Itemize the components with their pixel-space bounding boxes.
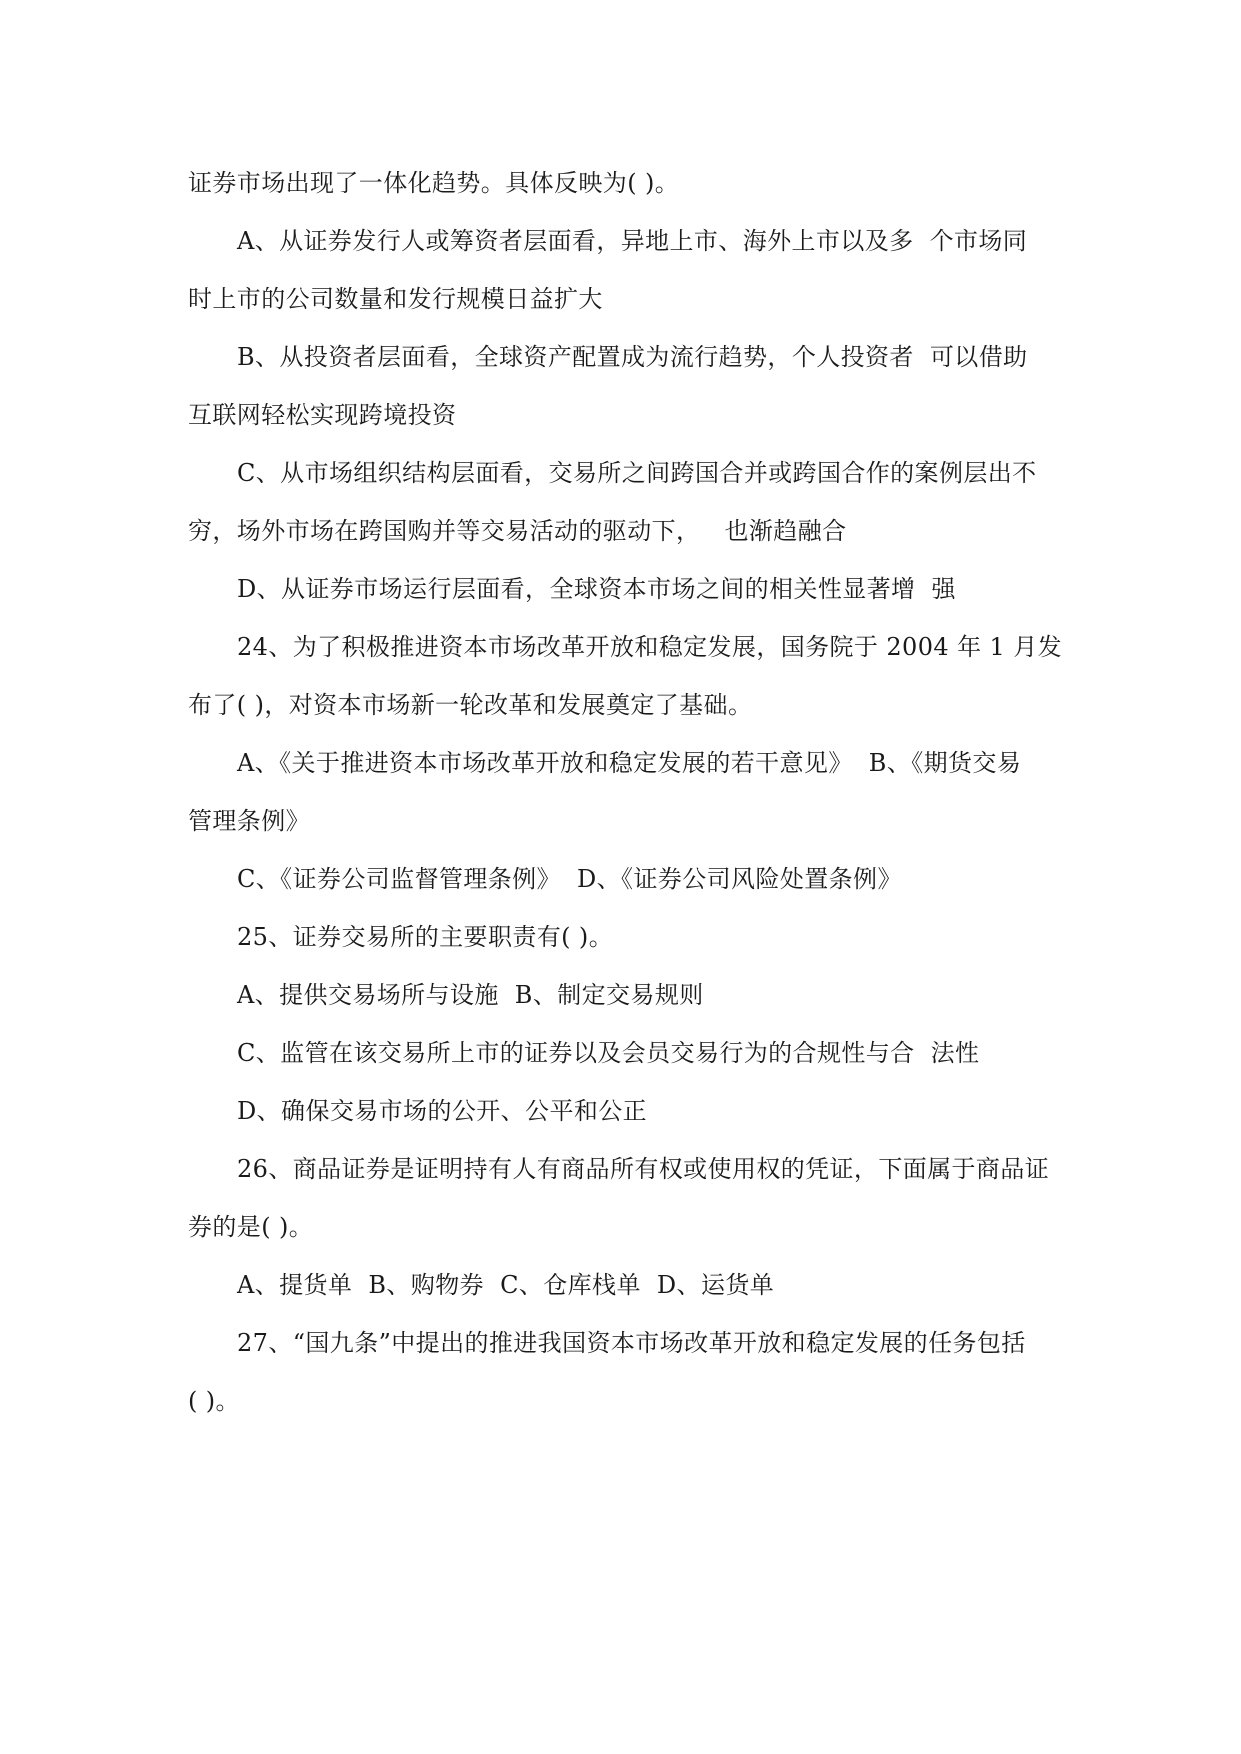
question-26-line-2: 券的是( )。 bbox=[188, 1213, 314, 1241]
question-25-options-line-1: A、提供交易场所与设施 B、制定交易规则 bbox=[237, 981, 704, 1009]
question-27-line-2: ( )。 bbox=[188, 1387, 240, 1415]
question-25-options-line-3: D、确保交易市场的公开、公平和公正 bbox=[237, 1097, 648, 1125]
option-a-line-2: 时上市的公司数量和发行规模日益扩大 bbox=[188, 285, 603, 313]
question-26-line-1: 26、商品证券是证明持有人有商品所有权或使用权的凭证，下面属于商品证 bbox=[237, 1155, 1050, 1183]
option-b-line-1: B、从投资者层面看，全球资产配置成为流行趋势，个人投资者 可以借助 bbox=[237, 343, 1028, 371]
question-24-options-line-3: C、《证券公司监督管理条例》 D、《证券公司风险处置条例》 bbox=[237, 865, 902, 893]
question-27-line-1: 27、“国九条”中提出的推进我国资本市场改革开放和稳定发展的任务包括 bbox=[237, 1329, 1026, 1357]
question-23-stem-line-2: 证券市场出现了一体化趋势。具体反映为( )。 bbox=[188, 169, 680, 197]
question-26-options-line: A、提货单 B、购物券 C、仓库栈单 D、运货单 bbox=[237, 1271, 775, 1299]
question-24-options-line-2: 管理条例》 bbox=[188, 807, 310, 835]
option-c-line-2: 穷，场外市场在跨国购并等交易活动的驱动下， 也渐趋融合 bbox=[188, 517, 847, 545]
question-24-options-line-1: A、《关于推进资本市场改革开放和稳定发展的若干意见》 B、《期货交易 bbox=[237, 749, 1022, 777]
question-24-line-1: 24、为了积极推进资本市场改革开放和稳定发展，国务院于 2004 年 1 月发 bbox=[237, 633, 1062, 661]
option-d-line: D、从证券市场运行层面看，全球资本市场之间的相关性显著增 强 bbox=[237, 575, 956, 603]
question-24-line-2: 布了( )，对资本市场新一轮改革和发展奠定了基础。 bbox=[188, 691, 753, 719]
option-c-line-1: C、从市场组织结构层面看，交易所之间跨国合并或跨国合作的案例层出不 bbox=[237, 459, 1037, 487]
option-a-line-1: A、从证券发行人或筹资者层面看，异地上市、海外上市以及多 个市场同 bbox=[237, 227, 1028, 255]
question-25-line: 25、证券交易所的主要职责有( )。 bbox=[237, 923, 614, 951]
question-25-options-line-2: C、监管在该交易所上市的证券以及会员交易行为的合规性与合 法性 bbox=[237, 1039, 980, 1067]
option-b-line-2: 互联网轻松实现跨境投资 bbox=[188, 401, 457, 429]
